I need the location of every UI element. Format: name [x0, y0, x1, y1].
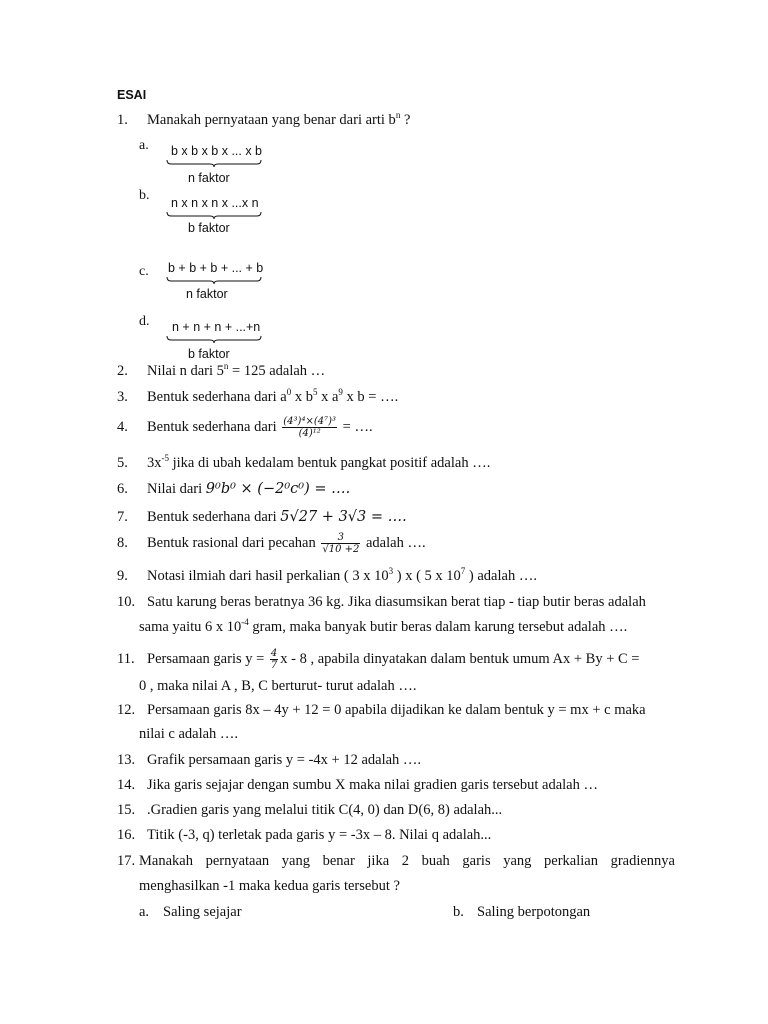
question-10: 10. Satu karung beras beratnya 36 kg. Jika diasumsikan berat tiap - tiap butir beras adalah: [117, 594, 646, 610]
question-4: 4. Bentuk sederhana dari $\frac{\text{(4³)⁴×(4⁷)³}}{\text{(4)¹²}}$ = ….: [117, 416, 373, 439]
underbrace-icon: [166, 276, 262, 284]
question-17: 17. Manakah pernyataan yang benar jika 2 buah garis yang perkalian gradiennya: [117, 853, 675, 869]
question-3: 3. Bentuk sederhana dari $a^0$ x $b^5$ x $a^9$ x b = ….: [117, 387, 399, 405]
question-7: 7. Bentuk sederhana dari 5√27 + 3√3 = ….: [117, 509, 407, 525]
question-2: 2. Nilai n dari $5^n = 125$ adalah …: [117, 361, 326, 379]
question-11-line-2: 0 , maka nilai A , B, C berturut- turut adalah ….: [139, 678, 417, 694]
option-d-expression: n + n + n + ...+n: [172, 320, 261, 334]
question-9: 9. Notasi ilmiah dari hasil perkalian ( 3 x $10^3$ ) x ( 5 x $10^7$ ) adalah ….: [117, 566, 537, 584]
question-10-line-2: sama yaitu 6 x $10^{-4}$ gram, maka banyak butir beras dalam karung tersebut adalah ….: [139, 617, 628, 635]
option-c-expression: b + b + b + ... + b: [168, 261, 264, 275]
math-expression: 9⁰b⁰ × (−2⁰c⁰) = ….: [205, 481, 351, 497]
underbrace-icon: [166, 159, 262, 167]
question-6: 6. Nilai dari 9⁰b⁰ × (−2⁰c⁰) = ….: [117, 481, 351, 497]
option-c-under: n faktor: [186, 287, 228, 301]
question-1: 1. Manakah pernyataan yang benar dari arti $b^n$ ?: [117, 110, 411, 128]
option-c-label: c.: [139, 264, 149, 279]
question-11: 11. Persamaan garis y = $\frac{4}{7}$ x - 8 , apabila dinyatakan dalam bentuk umum Ax + By + C =: [117, 648, 640, 671]
question-16: 16. Titik (-3, q) terletak pada garis y = -3x – 8. Nilai q adalah...: [117, 827, 492, 843]
question-14: 14. Jika garis sejajar dengan sumbu X maka nilai gradien garis tersebut adalah …: [117, 777, 598, 793]
option-a: a. Saling sejajar: [139, 904, 242, 920]
option-b-label: b.: [139, 188, 150, 203]
option-a-under: n faktor: [188, 171, 230, 185]
question-8: 8. Bentuk rasional dari pecahan $\frac{3}{√10 +2}$ adalah ….: [117, 532, 426, 555]
option-a-expression: b x b x b x ... x b: [171, 144, 263, 158]
question-number: 1.: [117, 112, 128, 128]
math-expression: 5√27 + 3√3 = ….: [280, 509, 407, 525]
option-b-expression: n x n x n x ...x n: [171, 196, 259, 210]
question-17-line-2: menghasilkan -1 maka kedua garis tersebut ?: [139, 878, 400, 894]
question-12-line-2: nilai c adalah ….: [139, 726, 239, 742]
question-text: Manakah pernyataan yang benar dari arti b: [147, 112, 396, 128]
question-5: 5. $3x^{-5}$ jika di ubah kedalam bentuk pangkat positif adalah ….: [117, 453, 491, 471]
question-12: 12. Persamaan garis 8x – 4y + 12 = 0 apabila dijadikan ke dalam bentuk y = mx + c maka: [117, 702, 646, 718]
question-15: 15. .Gradien garis yang melalui titik C(4, 0) dan D(6, 8) adalah...: [117, 802, 503, 818]
option-d-label: d.: [139, 314, 150, 329]
option-b-under: b faktor: [188, 221, 230, 235]
section-heading: ESAI: [117, 88, 147, 102]
option-b: b. Saling berpotongan: [453, 904, 591, 920]
question-13: 13. Grafik persamaan garis y = -4x + 12 adalah ….: [117, 752, 422, 768]
underbrace-icon: [166, 335, 262, 343]
option-a-label: a.: [139, 138, 149, 153]
fraction: $\frac{\text{(4³)⁴×(4⁷)³}}{\text{(4)¹²}}$: [283, 416, 337, 439]
underbrace-icon: [166, 211, 262, 219]
option-d-under: b faktor: [188, 347, 230, 361]
fraction: $\frac{4}{7}$: [270, 648, 278, 671]
fraction: $\frac{3}{√10 +2}$: [322, 532, 360, 555]
